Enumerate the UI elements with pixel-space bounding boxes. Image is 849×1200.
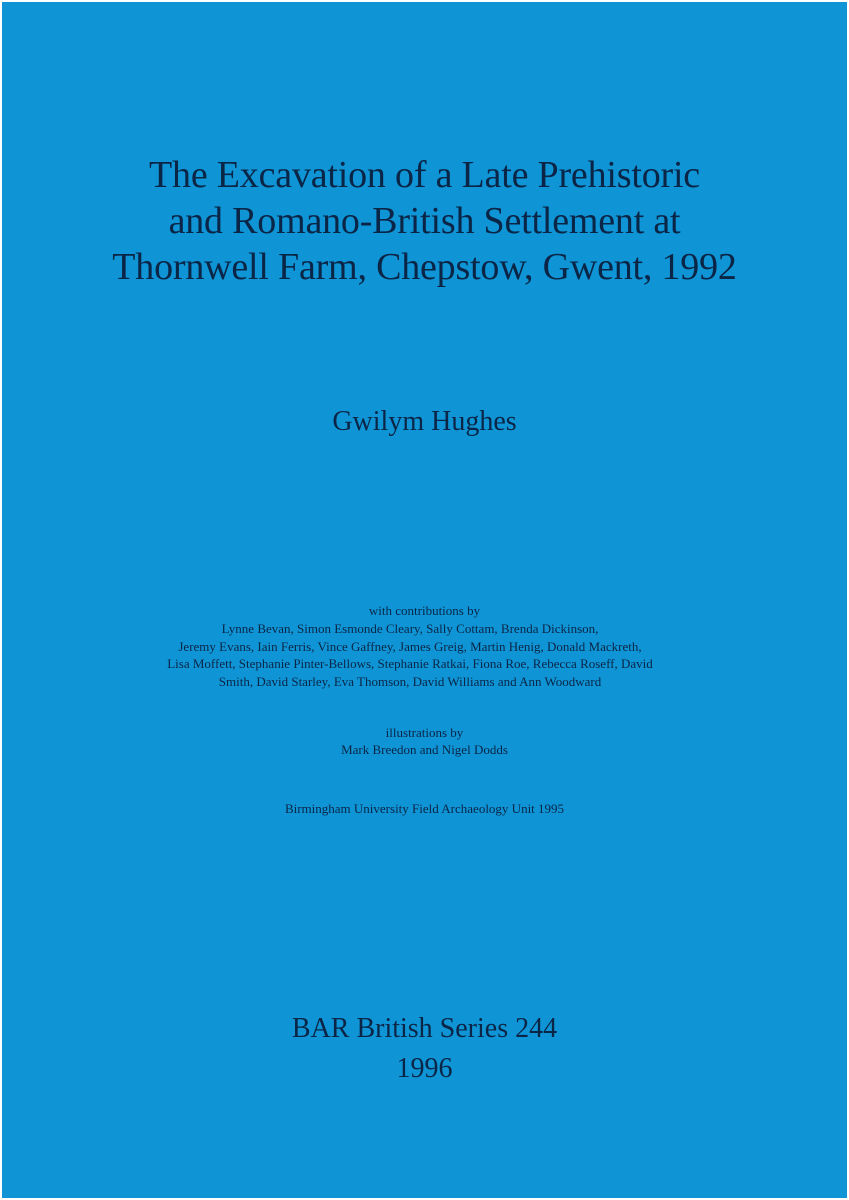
title-line-1: The Excavation of a Late Prehistoric bbox=[149, 154, 700, 196]
title-line-2: and Romano-British Settlement at bbox=[168, 200, 681, 242]
contributors-line-2: Jeremy Evans, Iain Ferris, Vince Gaffney, James Greig, Martin Henig, Donald Mackreth, bbox=[178, 638, 642, 654]
title-line-3: Thornwell Farm, Chepstow, Gwent, 1992 bbox=[112, 246, 737, 288]
illustrators-names: Mark Breedon and Nigel Dodds bbox=[341, 742, 508, 757]
contributors-line-1: Lynne Bevan, Simon Esmonde Cleary, Sally Cottam, Brenda Dickinson, bbox=[221, 621, 599, 636]
publisher-unit-line: Birmingham University Field Archaeology Unit 1995 bbox=[284, 801, 565, 816]
contributors-line-3: Lisa Moffett, Stephanie Pinter-Bellows, Stephanie Ratkai, Fiona Roe, Rebecca Roseff, David bbox=[167, 656, 653, 671]
series-label: BAR British Series 244 bbox=[291, 1013, 558, 1044]
contributors-list bbox=[70, 620, 750, 690]
illustrations-label: illustrations by bbox=[385, 725, 464, 740]
book-title bbox=[0, 152, 849, 290]
author-name: Gwilym Hughes bbox=[332, 406, 517, 437]
contributions-label: with contributions by bbox=[368, 603, 481, 618]
contributors-line-4: Smith, David Starley, Eva Thomson, David Williams and Ann Woodward bbox=[218, 673, 602, 689]
publication-year: 1996 bbox=[396, 1053, 453, 1084]
